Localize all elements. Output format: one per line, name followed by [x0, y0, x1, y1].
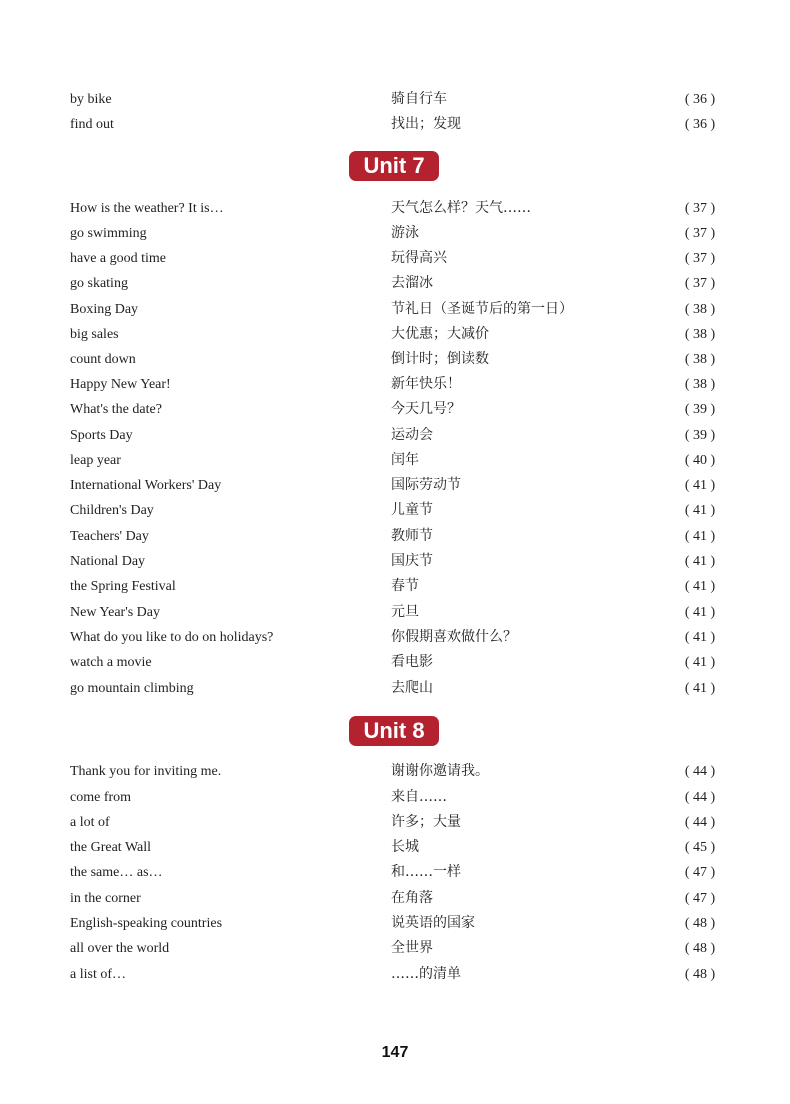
- vocab-row: [0, 600, 790, 625]
- page-ref: ( 37 ): [684, 251, 716, 266]
- vocab-row: [0, 498, 790, 523]
- chinese-meaning: 许多；大量: [391, 814, 461, 830]
- vocab-row: [0, 221, 790, 246]
- chinese-meaning: 国庆节: [391, 553, 433, 569]
- page-ref: ( 38 ): [684, 377, 716, 392]
- chinese-meaning: 新年快乐！: [391, 376, 461, 392]
- english-term: English-speaking countries: [70, 916, 223, 931]
- vocab-row: [0, 911, 790, 936]
- english-term: come from: [70, 790, 132, 805]
- english-term: the Spring Festival: [70, 579, 176, 594]
- english-term: go swimming: [70, 226, 147, 241]
- page-ref: ( 37 ): [684, 201, 716, 216]
- page-ref: ( 41 ): [684, 605, 716, 620]
- chinese-meaning: 元旦: [391, 604, 419, 620]
- vocab-row: [0, 810, 790, 835]
- vocab-row: [0, 448, 790, 473]
- chinese-meaning: 天气怎么样？天气……: [391, 200, 531, 216]
- english-term: by bike: [70, 92, 112, 107]
- vocab-row: [0, 322, 790, 347]
- chinese-meaning: 来自……: [391, 789, 447, 805]
- page-ref: ( 44 ): [684, 764, 716, 779]
- page-ref: ( 44 ): [684, 790, 716, 805]
- vocab-row: [0, 246, 790, 271]
- page-ref: ( 38 ): [684, 302, 716, 317]
- vocab-row: [0, 196, 790, 221]
- vocab-row: [0, 397, 790, 422]
- chinese-meaning: 玩得高兴: [391, 250, 447, 266]
- page-ref: ( 41 ): [684, 630, 716, 645]
- english-term: International Workers' Day: [70, 478, 222, 493]
- page-ref: ( 37 ): [684, 226, 716, 241]
- vocab-row: [0, 574, 790, 599]
- page-ref: ( 41 ): [684, 655, 716, 670]
- chinese-meaning: 今天几号？: [391, 401, 461, 417]
- chinese-meaning: 大优惠；大减价: [391, 326, 489, 342]
- page-ref: ( 47 ): [684, 891, 716, 906]
- english-term: watch a movie: [70, 655, 152, 670]
- chinese-meaning: 节礼日（圣诞节后的第一日）: [391, 301, 573, 317]
- chinese-meaning: 骑自行车: [391, 91, 447, 107]
- vocab-row: [0, 936, 790, 961]
- chinese-meaning: 游泳: [391, 225, 419, 241]
- vocab-row: [0, 759, 790, 784]
- vocab-row: [0, 347, 790, 372]
- page-ref: ( 45 ): [684, 840, 716, 855]
- english-term: have a good time: [70, 251, 167, 266]
- page-ref: ( 38 ): [684, 327, 716, 342]
- english-term: in the corner: [70, 891, 141, 906]
- chinese-meaning: 说英语的国家: [391, 915, 475, 931]
- vocab-row: [0, 860, 790, 885]
- vocab-row: [0, 423, 790, 448]
- vocab-row: [0, 835, 790, 860]
- chinese-meaning: 和……一样: [391, 864, 461, 880]
- vocab-row: [0, 650, 790, 675]
- chinese-meaning: 谢谢你邀请我。: [391, 763, 489, 779]
- page-ref: ( 48 ): [684, 916, 716, 931]
- english-term: big sales: [70, 327, 119, 342]
- page-ref: ( 41 ): [684, 478, 716, 493]
- vocab-row: [0, 549, 790, 574]
- english-term: leap year: [70, 453, 121, 468]
- page-ref: ( 47 ): [684, 865, 716, 880]
- english-term: Thank you for inviting me.: [70, 764, 222, 779]
- english-term: Boxing Day: [70, 302, 139, 317]
- page-ref: ( 40 ): [684, 453, 716, 468]
- vocab-row: [0, 112, 790, 137]
- vocab-row: [0, 473, 790, 498]
- english-term: the Great Wall: [70, 840, 152, 855]
- english-term: count down: [70, 352, 136, 367]
- english-term: New Year's Day: [70, 605, 161, 620]
- page-ref: ( 39 ): [684, 428, 716, 443]
- page-ref: ( 39 ): [684, 402, 716, 417]
- chinese-meaning: 去爬山: [391, 680, 433, 696]
- chinese-meaning: 教师节: [391, 528, 433, 544]
- english-term: Sports Day: [70, 428, 133, 443]
- page-ref: ( 36 ): [684, 117, 716, 132]
- page-ref: ( 41 ): [684, 579, 716, 594]
- english-term: a lot of: [70, 815, 110, 830]
- page-number: 147: [381, 1044, 409, 1061]
- page-ref: ( 41 ): [684, 554, 716, 569]
- vocab-row: [0, 962, 790, 987]
- vocab-row: [0, 524, 790, 549]
- english-term: What's the date?: [70, 402, 162, 417]
- chinese-meaning: 儿童节: [391, 502, 433, 518]
- page-ref: ( 37 ): [684, 276, 716, 291]
- vocab-row: [0, 625, 790, 650]
- page-ref: ( 36 ): [684, 92, 716, 107]
- unit-7-heading: Unit 7: [349, 151, 439, 181]
- chinese-meaning: ……的清单: [391, 966, 461, 982]
- chinese-meaning: 闰年: [391, 452, 419, 468]
- chinese-meaning: 看电影: [391, 654, 433, 670]
- chinese-meaning: 春节: [391, 578, 419, 594]
- chinese-meaning: 倒计时；倒读数: [391, 351, 489, 367]
- chinese-meaning: 运动会: [391, 427, 433, 443]
- chinese-meaning: 长城: [391, 839, 419, 855]
- chinese-meaning: 全世界: [391, 940, 433, 956]
- vocab-row: [0, 271, 790, 296]
- english-term: all over the world: [70, 941, 170, 956]
- vocab-row: [0, 676, 790, 701]
- english-term: go mountain climbing: [70, 681, 194, 696]
- unit-8-heading: Unit 8: [349, 716, 439, 746]
- english-term: National Day: [70, 554, 146, 569]
- english-term: How is the weather? It is…: [70, 201, 224, 216]
- chinese-meaning: 在角落: [391, 890, 433, 906]
- english-term: find out: [70, 117, 114, 132]
- vocab-row: [0, 785, 790, 810]
- chinese-meaning: 你假期喜欢做什么？: [391, 629, 517, 645]
- vocab-row: [0, 372, 790, 397]
- page-ref: ( 44 ): [684, 815, 716, 830]
- page-ref: ( 38 ): [684, 352, 716, 367]
- english-term: the same… as…: [70, 865, 163, 880]
- page-ref: ( 41 ): [684, 681, 716, 696]
- page-ref: ( 41 ): [684, 503, 716, 518]
- chinese-meaning: 找出；发现: [391, 116, 461, 132]
- english-term: a list of…: [70, 967, 126, 982]
- page-ref: ( 48 ): [684, 967, 716, 982]
- chinese-meaning: 国际劳动节: [391, 477, 461, 493]
- vocab-row: [0, 297, 790, 322]
- english-term: Happy New Year!: [70, 377, 171, 392]
- english-term: Teachers' Day: [70, 529, 149, 544]
- chinese-meaning: 去溜冰: [391, 275, 433, 291]
- page-ref: ( 41 ): [684, 529, 716, 544]
- page-ref: ( 48 ): [684, 941, 716, 956]
- english-term: What do you like to do on holidays?: [70, 630, 274, 645]
- english-term: Children's Day: [70, 503, 154, 518]
- english-term: go skating: [70, 276, 128, 291]
- vocab-row: [0, 886, 790, 911]
- vocab-row: [0, 87, 790, 112]
